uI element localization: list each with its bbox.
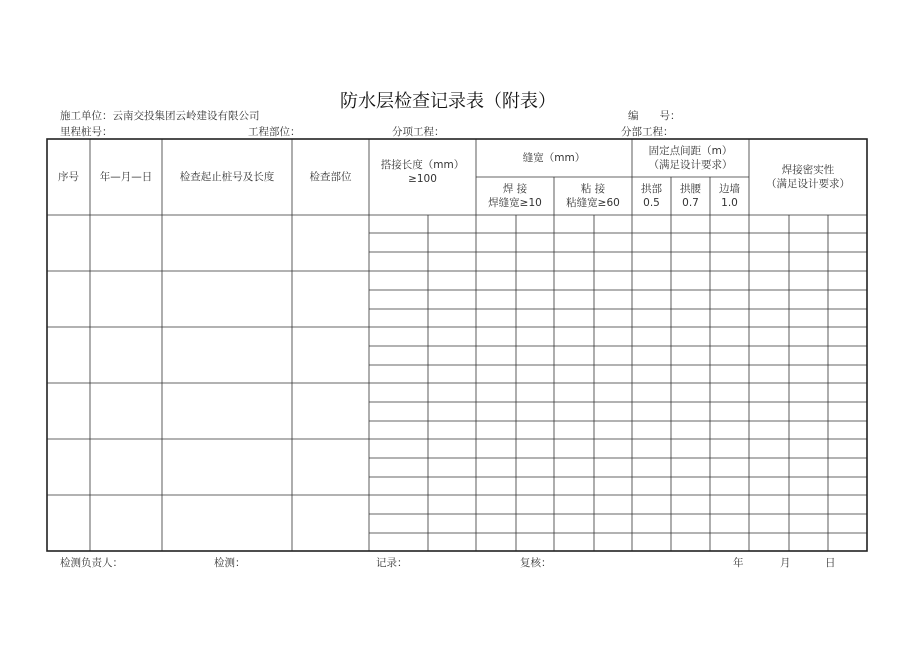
sub-item-label: 分项工程： <box>392 126 445 138</box>
footer-day: 日 <box>825 557 836 569</box>
footer-year: 年 <box>733 557 744 569</box>
footer-recorder: 记录： <box>376 557 408 569</box>
footer-month: 月 <box>780 557 791 569</box>
header-date: 年—月—日 <box>99 170 153 183</box>
header-range: 检查起止桩号及长度 <box>179 170 275 183</box>
header-weld-tightness <box>749 150 867 204</box>
header-fixing-spacing <box>632 139 749 177</box>
header-weld-line2: 焊缝宽≥10 <box>488 197 542 209</box>
chainage-label: 里程桩号： <box>60 126 113 138</box>
header-side-wall-line2: 1.0 <box>721 197 738 209</box>
header-overlap-line2: ≥100 <box>408 173 437 185</box>
header-adhesive <box>554 177 632 215</box>
header-haunch-line1: 拱腰 <box>680 182 701 195</box>
header-weld-line1: 焊 接 <box>502 182 528 195</box>
header-haunch <box>671 177 710 215</box>
header-tightness-line1: 焊接密实性 <box>781 163 835 176</box>
serial-number-label: 编 号： <box>628 110 681 122</box>
header-seq: 序号 <box>58 170 79 183</box>
header-seam-width: 缝宽（mm） <box>522 151 586 164</box>
header-adhesive-line1: 粘 接 <box>580 182 606 195</box>
header-fixing-line1: 固定点间距（m） <box>648 144 733 157</box>
footer-inspector-lead: 检测负责人： <box>60 557 123 569</box>
header-fixing-line2: （满足设计要求） <box>648 159 733 171</box>
header-overlap <box>369 150 476 194</box>
header-overlap-line1: 搭接长度（mm） <box>380 158 465 171</box>
header-arch-line2: 0.5 <box>643 197 660 209</box>
header-haunch-line2: 0.7 <box>682 197 699 209</box>
header-adhesive-line2: 粘缝宽≥60 <box>566 197 620 209</box>
footer-reviewer: 复核： <box>520 557 552 569</box>
header-side-wall-line1: 边墙 <box>719 182 740 195</box>
construction-unit: 施工单位：云南交投集团云岭建设有限公司 <box>60 110 260 122</box>
page-title: 防水层检查记录表（附表） <box>340 91 556 112</box>
header-part: 检查部位 <box>309 170 352 183</box>
header-arch-line1: 拱部 <box>641 182 662 195</box>
header-weld <box>476 177 554 215</box>
header-side-wall <box>710 177 749 215</box>
division-label: 分部工程： <box>621 126 674 138</box>
header-tightness-line2: （满足设计要求） <box>766 178 850 190</box>
project-part-label: 工程部位： <box>248 126 301 138</box>
header-arch <box>632 177 671 215</box>
footer-inspector: 检测： <box>214 557 246 569</box>
